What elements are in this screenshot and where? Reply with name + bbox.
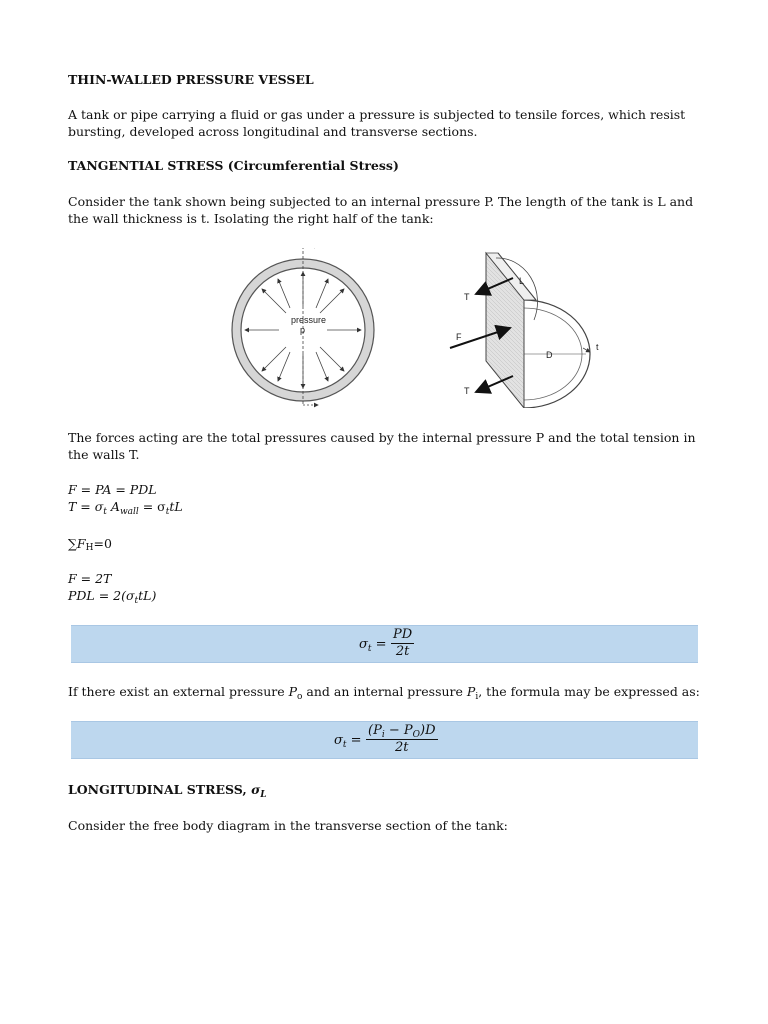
label-p: p — [300, 325, 306, 335]
cross-section-ring — [232, 248, 374, 405]
eq-sub: o — [297, 692, 303, 702]
eq-text: =0 — [93, 536, 112, 551]
formula-fraction — [366, 723, 438, 756]
equation-force: F = PA = PDL — [68, 482, 157, 497]
eq-text: tL — [169, 499, 183, 514]
equation-f-2t: F = 2T — [68, 571, 112, 586]
external-pressure-paragraph — [68, 683, 700, 700]
equals-sign: = — [371, 637, 387, 652]
text-run: and an internal pressure — [302, 684, 467, 699]
equation-sum-forces — [68, 535, 700, 557]
label-length: L — [519, 276, 525, 286]
eq-sub: H — [85, 543, 94, 553]
tangential-heading: TANGENTIAL STRESS (Circumferential Stress) — [68, 158, 399, 173]
fraction-denominator: 2t — [395, 644, 410, 659]
equation-tension — [68, 498, 700, 515]
equation-pdl — [68, 587, 700, 604]
fraction-numerator: PD — [393, 627, 413, 642]
equals-sign: = — [346, 733, 362, 748]
intro-paragraph: A tank or pipe carrying a fluid or gas under a pressure is subjected to tensile forces, which resist bursting, developed across longitudinal and transverse sections. — [68, 107, 686, 139]
sigma-symbol: σ — [334, 733, 343, 748]
fraction-numerator — [366, 723, 438, 740]
label-tension-bottom: T — [464, 386, 470, 396]
formula-lhs — [334, 732, 362, 749]
pressure-symbol: P — [466, 684, 476, 699]
free-body-paragraph: Consider the free body diagram in the transverse section of the tank: — [68, 818, 508, 833]
pressure-vessel-figure — [228, 248, 608, 408]
eq-sub: i — [475, 692, 479, 702]
pressure-symbol: P — [288, 684, 298, 699]
eq-text: = σ — [138, 499, 166, 514]
eq-text: ∑F — [68, 536, 86, 551]
eq-text: PDL = 2(σ — [68, 588, 135, 603]
formula-fraction — [391, 627, 414, 660]
sigma-symbol: σ — [359, 637, 368, 652]
forces-paragraph: The forces acting are the total pressures caused by the internal pressure P and the total tension in the walls T. — [68, 430, 696, 462]
label-force: F — [456, 332, 462, 342]
formula-lhs — [359, 636, 387, 653]
eq-text: tL) — [138, 588, 157, 603]
eq-sub: t — [103, 507, 107, 517]
label-pressure: pressure — [291, 315, 327, 325]
eq-text: A — [106, 499, 120, 514]
label-tension-top: T — [464, 292, 470, 302]
half-tank-diagram — [450, 253, 599, 408]
longitudinal-heading — [68, 781, 700, 798]
page-title: THIN-WALLED PRESSURE VESSEL — [68, 72, 314, 87]
eq-sub: t — [134, 596, 139, 606]
eq-sub: wall — [119, 507, 139, 517]
eq-text: (P — [368, 723, 382, 738]
heading-text: LONGITUDINAL STRESS, — [68, 782, 252, 797]
eq-sub: i — [381, 730, 385, 740]
eq-sub: O — [412, 730, 421, 740]
text-run: , the formula may be expressed as: — [478, 684, 700, 699]
fraction-denominator: 2t — [395, 740, 409, 755]
eq-sub: L — [260, 790, 267, 800]
eq-text: − P — [384, 723, 413, 738]
text-run: If there exist an external pressure — [68, 684, 289, 699]
eq-sub: t — [367, 644, 372, 654]
eq-sub: t — [165, 507, 170, 517]
sigma-symbol: σ — [251, 782, 261, 797]
eq-text: T = σ — [68, 499, 104, 514]
label-thickness: t — [596, 342, 599, 352]
formula-box-tangential-external — [71, 721, 698, 759]
eq-text: )D — [420, 723, 436, 738]
label-diameter: D — [546, 350, 553, 360]
formula-box-tangential — [71, 625, 698, 663]
consider-paragraph: Consider the tank shown being subjected to an internal pressure P. The length of the tank is L and the wall thickness is t. Isolating the right half of the tank: — [68, 194, 694, 226]
eq-sub: t — [342, 740, 347, 750]
